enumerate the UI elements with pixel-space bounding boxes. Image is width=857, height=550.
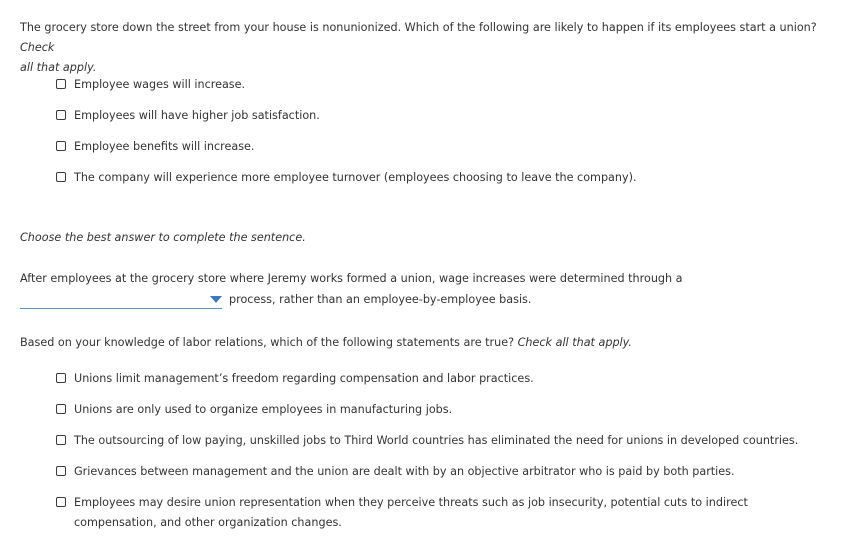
checkbox[interactable]: [56, 466, 66, 476]
checkbox[interactable]: [56, 497, 66, 507]
q3-option-outsourcing[interactable]: [56, 431, 834, 451]
question-3-prompt: [20, 333, 632, 353]
checkbox[interactable]: [56, 172, 66, 182]
sentence-remainder: process, rather than an employee-by-employee basis.: [229, 293, 532, 306]
q1-option-satisfaction[interactable]: [56, 106, 834, 126]
checkbox[interactable]: [56, 141, 66, 151]
option-label: Employees will have higher job satisfaction.: [74, 109, 320, 122]
answer-dropdown[interactable]: [20, 292, 222, 309]
option-label: Employee benefits will increase.: [74, 140, 255, 153]
chevron-down-icon[interactable]: [210, 296, 222, 303]
option-label: The outsourcing of low paying, unskilled jobs to Third World countries has eliminated the need for unions in developed countries.: [74, 434, 799, 447]
q3-option-grievances[interactable]: [56, 462, 834, 482]
option-label: Employee wages will increase.: [74, 78, 246, 91]
q3-option-manufacturing-only[interactable]: [56, 400, 834, 420]
q1-option-turnover[interactable]: [56, 168, 834, 188]
question-1-prompt: [20, 18, 840, 78]
checkbox[interactable]: [56, 79, 66, 89]
option-label: Unions are only used to organize employees in manufacturing jobs.: [74, 403, 453, 416]
question-3-text: Based on your knowledge of labor relations, which of the following statements are true?: [20, 336, 515, 349]
checkbox[interactable]: [56, 110, 66, 120]
section-2-sentence-start: After employees at the grocery store where Jeremy works formed a union, wage increases were determined through a: [20, 272, 683, 285]
checkbox[interactable]: [56, 404, 66, 414]
question-1-instruction: Check all that apply.: [20, 41, 97, 74]
option-label: The company will experience more employee turnover (employees choosing to leave the company).: [74, 171, 637, 184]
option-label: Employees may desire union representation when they perceive threats such as job insecurity, potential cuts to indirect compensation, and other organization changes.: [74, 496, 748, 529]
checkbox[interactable]: [56, 373, 66, 383]
question-1-text: The grocery store down the street from your house is nonunionized. Which of the following are likely to happen if its employees start a union?: [20, 21, 817, 34]
section-2-sentence-end: [20, 290, 531, 310]
checkbox[interactable]: [56, 435, 66, 445]
option-label: Unions limit management’s freedom regarding compensation and labor practices.: [74, 372, 534, 385]
q3-option-management-freedom[interactable]: [56, 369, 834, 389]
q1-option-benefits[interactable]: [56, 137, 834, 157]
section-2-instruction: Choose the best answer to complete the sentence.: [20, 231, 306, 244]
question-3-instruction: Check all that apply.: [517, 336, 632, 349]
q3-option-threats[interactable]: [56, 493, 834, 533]
q1-option-wages[interactable]: [56, 75, 834, 95]
option-label: Grievances between management and the union are dealt with by an objective arbitrator who is paid by both parties.: [74, 465, 735, 478]
